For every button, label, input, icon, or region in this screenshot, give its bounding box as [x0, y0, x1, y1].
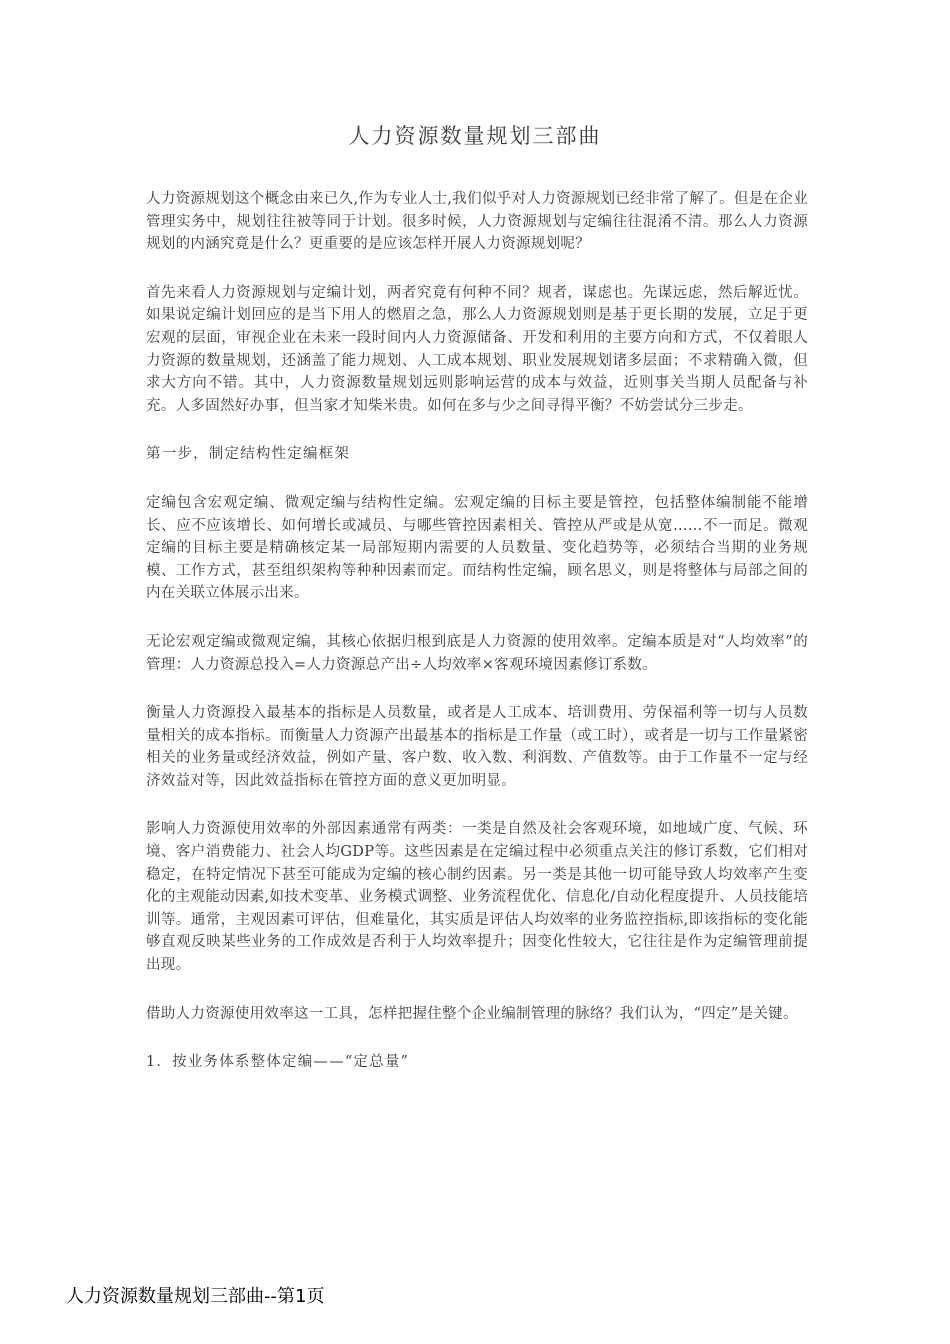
section-heading-step-one: 第一步，制定结构性定编框架: [146, 446, 351, 463]
paragraph-four-fixes: 借助人力资源使用效率这一工具，怎样把握住整个企业编制管理的脉络？我们认为，“四定”是关键。: [146, 1005, 798, 1022]
paragraph-intro: 人力资源规划这个概念由来已久,作为专业人士,我们似乎对人力资源规划已经非常了解了。但是在企业管理实务中，规划往往被等同于计划。很多时候，人力资源规划与定编往往混淆不清。那么人力资源规划的内涵究竟是什么？更重要的是应该怎样开展人力资源规划呢？: [146, 191, 808, 253]
paragraph-input-output-metrics: 衡量人力资源投入最基本的指标是人员数量，或者是人工成本、培训费用、劳保福利等一切与人员数量相关的成本指标。而衡量人力资源产出最基本的指标是工作量（或工时），或者是一切与工作量紧密相关的业务量或经济效益，例如产量、客户数、收入数、利润数、产值数等。由于工作量不一定与经济效益对等，因此效益指标在管控方面的意义更加明显。: [146, 705, 808, 789]
document-title: 人力资源数量规划三部曲: [348, 124, 602, 148]
page-footer: 人力资源数量规划三部曲--第1页: [66, 1286, 325, 1307]
list-item-total-quantity: 1．按业务体系整体定编——“定总量”: [146, 1054, 410, 1071]
paragraph-external-factors: 影响人力资源使用效率的外部因素通常有两类：一类是自然及社会客观环境，如地域广度、气候、环境、客户消费能力、社会人均GDP等。这些因素是在定编过程中必须重点关注的修订系数，它们相对稳定，在特定情况下甚至可能成为定编的核心制约因素。另一类是其他一切可能导致人均效率产生变化的主观能动因素,如技术变革、业务模式调整、业务流程优化、信息化/自动化程度提升、人员技能培训等。通常，主观因素可评估，但难量化，其实质是评估人均效率的业务监控指标,即该指标的变化能够直观反映某些业务的工作成效是否利于人均效率提升；因变化性较大，它往往是作为定编管理前提出现。: [146, 821, 808, 974]
paragraph-planning-vs-staffing: 首先来看人力资源规划与定编计划，两者究竟有何种不同？规者，谋虑也。先谋远虑，然后解近忧。如果说定编计划回应的是当下用人的燃眉之急，那么人力资源规划则是基于更长期的发展，立足于更宏观的层面，审视企业在未来一段时间内人力资源储备、开发和利用的主要方向和方式，不仅着眼人力资源的数量规划，还涵盖了能力规划、人工成本规划、职业发展规划诸多层面；不求精确入微，但求大方向不错。其中，人力资源数量规划远则影响运营的成本与效益，近则事关当期人员配备与补充。人多固然好办事，但当家才知柴米贵。如何在多与少之间寻得平衡？不妨尝试分三步走。: [146, 284, 808, 414]
paragraph-staffing-types: 定编包含宏观定编、微观定编与结构性定编。宏观定编的目标主要是管控，包括整体编制能不能增长、应不应该增长、如何增长或减员、与哪些管控因素相关、管控从严或是从宽……不一而足。微观定编的目标主要是精确核定某一局部短期内需要的人员数量、变化趋势等，必须结合当期的业务规模、工作方式，甚至组织架构等种种因素而定。而结构性定编，顾名思义，则是将整体与局部之间的内在关联立体展示出来。: [146, 494, 808, 602]
paragraph-efficiency-formula: 无论宏观定编或微观定编，其核心依据归根到底是人力资源的使用效率。定编本质是对“人均效率”的管理：人力资源总投入=人力资源总产出÷人均效率×客观环境因素修订系数。: [146, 633, 808, 673]
document-body: [146, 188, 808, 1100]
